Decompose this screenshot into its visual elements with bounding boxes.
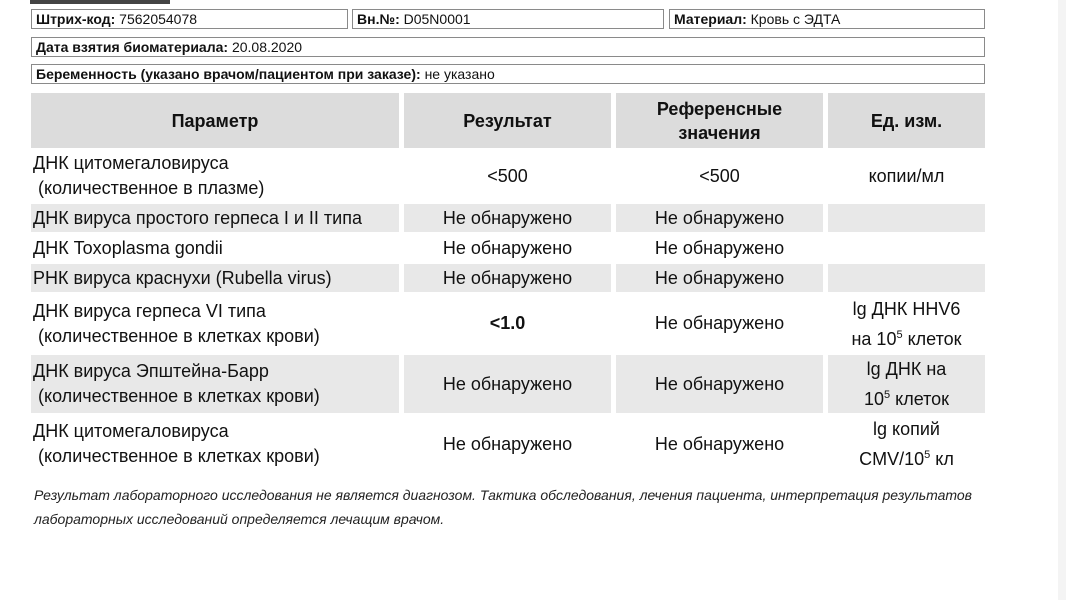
table-row [31, 264, 986, 292]
row-reference: Не обнаружено [654, 237, 785, 258]
row-reference: Не обнаружено [616, 204, 823, 232]
sample-date-field [31, 37, 985, 57]
unit-base: на 10 [851, 328, 897, 349]
header-reference [616, 93, 823, 148]
header-unit: Ед. изм. [828, 93, 985, 148]
disclaimer-note: Результат лабораторного исследования не является диагнозом. Тактика обследования, лечения пациента, интерпретация результатов лабораторных исследований определяется лечащим врачом. [34, 487, 972, 527]
row-reference: Не обнаружено [654, 433, 785, 454]
row-reference: Не обнаружено [616, 355, 823, 413]
row-parameter: ДНК вируса простого герпеса I и II типа [31, 204, 399, 232]
internal-number-label: Вн.№: [357, 11, 400, 27]
row-result: <500 [487, 165, 528, 186]
row-parameter: РНК вируса краснухи (Rubella virus) [31, 264, 399, 292]
row-result: <1.0 [489, 313, 526, 333]
unit-exponent: 5 [883, 389, 891, 401]
table-row [31, 415, 986, 473]
unit-suffix: кл [930, 449, 954, 469]
row-unit [828, 264, 985, 292]
header-reference-text: Референсные значения [656, 98, 783, 143]
table-row [31, 355, 986, 413]
table-row [31, 150, 986, 202]
row-unit: копии/мл [868, 166, 945, 186]
row-reference: Не обнаружено [654, 313, 785, 333]
row-result: Не обнаружено [404, 204, 611, 232]
barcode-field [31, 9, 348, 29]
unit-exponent: 5 [896, 328, 903, 341]
row-result: Не обнаружено [404, 264, 611, 292]
barcode-label: Штрих-код: [36, 11, 116, 27]
pregnancy-value: не указано [424, 66, 495, 82]
parameter-detail: (количественное в клетках крови) [38, 446, 320, 466]
unit-exponent: 5 [924, 449, 931, 461]
page-edge [1058, 0, 1066, 600]
pregnancy-label: Беременность (указано врачом/пациентом при заказе): [36, 66, 421, 82]
unit-base: CMV/10 [859, 449, 925, 469]
unit-suffix: клеток [902, 328, 962, 349]
table-row [31, 294, 986, 353]
table-row [31, 204, 986, 232]
row-unit [828, 204, 985, 232]
unit-suffix: клеток [890, 389, 950, 409]
row-result: Не обнаружено [442, 237, 573, 258]
unit-base: 10 [863, 389, 884, 409]
unit-line [864, 382, 949, 412]
cropped-heading [30, 0, 230, 4]
parameter-name: ДНК вируса герпеса VI типа [33, 300, 266, 321]
row-parameter [31, 150, 399, 202]
pregnancy-field [31, 64, 985, 84]
unit-line [859, 442, 954, 472]
row-reference: <500 [699, 165, 740, 186]
parameter-name: ДНК вируса Эпштейна-Барр [33, 361, 269, 381]
header-parameter: Параметр [31, 93, 399, 148]
table-row [31, 234, 986, 262]
parameter-detail: (количественное в плазме) [38, 178, 265, 198]
unit-line: lg ДНК на [866, 359, 947, 379]
parameter-name: ДНК цитомегаловируса [33, 153, 229, 173]
material-field [669, 9, 985, 29]
row-unit [828, 355, 985, 413]
unit-line: lg копий [873, 419, 940, 439]
row-unit [828, 234, 985, 262]
row-parameter [31, 355, 399, 413]
material-value: Кровь с ЭДТА [750, 11, 841, 27]
barcode-value: 7562054078 [119, 11, 198, 27]
unit-line [851, 322, 961, 352]
row-parameter [31, 294, 399, 353]
sample-date-value: 20.08.2020 [231, 39, 303, 55]
parameter-name: ДНК цитомегаловируса [33, 421, 229, 441]
header-result: Результат [404, 93, 611, 148]
row-unit [828, 294, 985, 353]
internal-number-value: D05N0001 [403, 11, 471, 27]
row-parameter [31, 415, 399, 473]
parameter-detail: (количественное в клетках крови) [38, 386, 320, 406]
unit-line: lg ДНК HHV6 [852, 298, 961, 319]
material-label: Материал: [674, 11, 747, 27]
sample-date-label: Дата взятия биоматериала: [36, 39, 229, 55]
row-result: Не обнаружено [442, 433, 573, 454]
row-parameter: ДНК Toxoplasma gondii [33, 237, 223, 258]
parameter-detail: (количественное в клетках крови) [38, 325, 320, 346]
table-header [31, 93, 986, 148]
internal-number-field [352, 9, 664, 29]
row-result: Не обнаружено [404, 355, 611, 413]
row-reference: Не обнаружено [616, 264, 823, 292]
row-unit [828, 415, 985, 473]
